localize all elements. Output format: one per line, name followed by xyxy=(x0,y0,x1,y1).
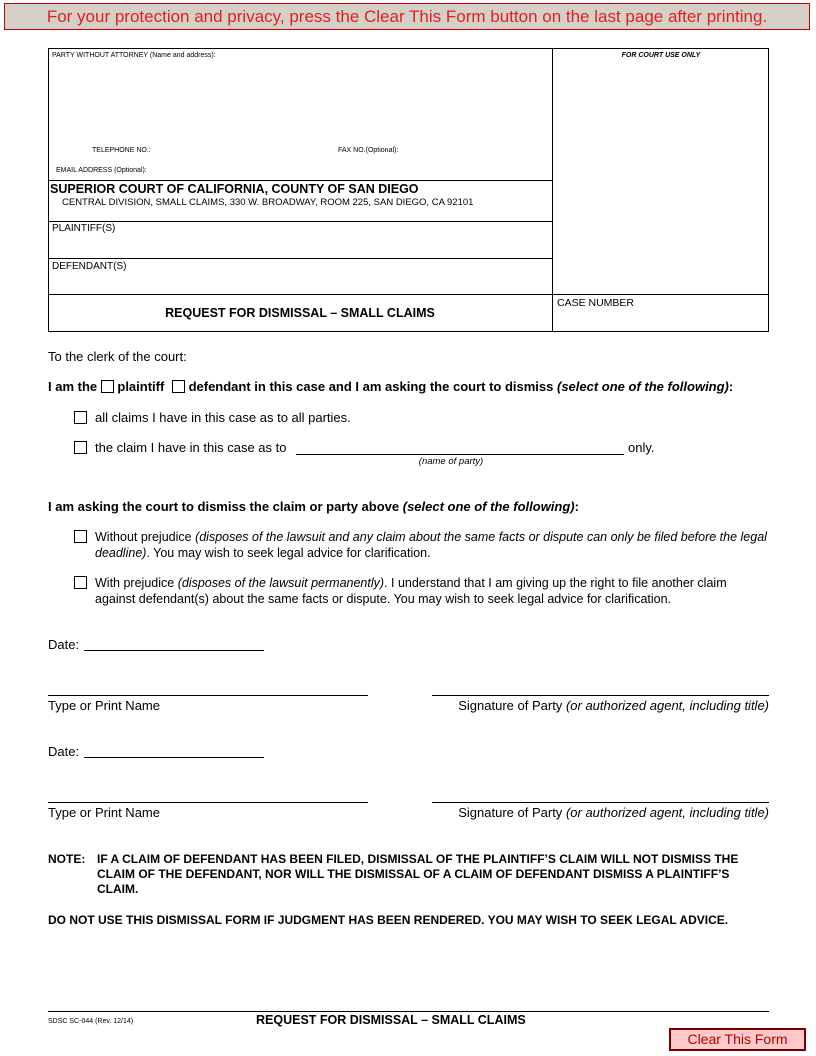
name-of-party-caption: (name of party) xyxy=(418,456,484,467)
print-name-label-1: Type or Print Name xyxy=(48,698,160,713)
defendant-label: DEFENDANT(S) xyxy=(52,261,127,272)
signature-party-2: Signature of Party xyxy=(458,805,563,820)
title-box-top xyxy=(48,294,769,295)
note-text: IF A CLAIM OF DEFENDANT HAS BEEN FILED, DISMISSAL OF THE PLAINTIFF’S CLAIM WILL NOT DISMISS THE CLAIM OF THE DEFENDANT, NOR WILL THE DISMISSAL OF A CLAIM OF DEFENDANT DISMISS A PLAINTIFF’S CLAIM. xyxy=(97,852,739,896)
without-prejudice-desc: (disposes of the lawsuit and any claim about the same facts or dispute can only be filed before the legal deadline) xyxy=(95,530,767,560)
form-title: REQUEST FOR DISMISSAL – SMALL CLAIMS xyxy=(165,306,435,320)
with-prejudice-text xyxy=(95,575,767,607)
footer-title: REQUEST FOR DISMISSAL – SMALL CLAIMS xyxy=(256,1013,526,1027)
signature-agent-2: (or authorized agent, including title) xyxy=(565,805,769,820)
date-label-1: Date: xyxy=(48,637,80,652)
without-prejudice-note: . You may wish to seek legal advice for clarification. xyxy=(146,546,431,560)
defendant-checkbox[interactable] xyxy=(172,380,185,393)
signature-field-2[interactable] xyxy=(432,802,769,803)
select-one-hint: (select one of the following) xyxy=(557,379,729,394)
with-prejudice-note: . I understand that I am giving up the right to file another claim against defendant(s) about the same facts or dispute. You may wish to seek legal advice for clarification. xyxy=(95,576,727,606)
telephone-label: TELEPHONE NO.: xyxy=(92,147,151,154)
dismiss-heading xyxy=(48,499,579,514)
party-role-line xyxy=(48,379,733,394)
plaintiff-option: plaintiff xyxy=(117,379,165,394)
signature-party-1: Signature of Party xyxy=(458,698,563,713)
court-use-label: FOR COURT USE ONLY xyxy=(621,52,701,59)
to-clerk-text: To the clerk of the court: xyxy=(48,349,187,364)
party-without-attorney-label: PARTY WITHOUT ATTORNEY (Name and address): xyxy=(52,52,216,59)
caption-divider-vertical xyxy=(552,48,553,332)
name-of-party-field[interactable] xyxy=(296,454,624,455)
without-prejudice-label: Without prejudice xyxy=(95,530,192,544)
without-prejudice-checkbox[interactable] xyxy=(74,530,87,543)
case-number-label: CASE NUMBER xyxy=(557,297,635,309)
signature-label-2 xyxy=(432,805,769,820)
do-not-use-text: DO NOT USE THIS DISMISSAL FORM IF JUDGMENT HAS BEEN RENDERED. YOU MAY WISH TO SEEK LEGAL ADVICE. xyxy=(48,913,729,927)
plaintiff-box-top xyxy=(48,221,552,222)
date-label-2: Date: xyxy=(48,744,80,759)
dismiss-colon: : xyxy=(574,499,579,514)
print-name-field-2[interactable] xyxy=(48,802,368,803)
claim-party-checkbox[interactable] xyxy=(74,441,87,454)
signature-label-1 xyxy=(432,698,769,713)
court-address: CENTRAL DIVISION, SMALL CLAIMS, 330 W. BROADWAY, ROOM 225, SAN DIEGO, CA 92101 xyxy=(62,197,474,208)
colon: : xyxy=(728,379,734,394)
defendant-box-top xyxy=(48,258,552,259)
dismiss-select-hint: (select one of the following) xyxy=(402,499,575,514)
all-claims-checkbox[interactable] xyxy=(74,411,87,424)
date-field-2[interactable] xyxy=(84,757,264,758)
with-prejudice-desc: (disposes of the lawsuit permanently) xyxy=(177,576,385,590)
date-field-1[interactable] xyxy=(84,650,264,651)
defendant-option: defendant in this case and I am asking the court to dismiss xyxy=(188,379,554,394)
iam-the-text: I am the xyxy=(48,379,98,394)
footer-rule xyxy=(48,1011,769,1012)
court-box-top xyxy=(48,180,552,181)
note-label: NOTE: xyxy=(48,852,86,866)
email-label: EMAIL ADDRESS (Optional): xyxy=(56,167,147,174)
plaintiff-label: PLAINTIFF(S) xyxy=(52,223,116,234)
only-text: only. xyxy=(628,440,655,455)
with-prejudice-checkbox[interactable] xyxy=(74,576,87,589)
privacy-banner: For your protection and privacy, press the Clear This Form button on the last page after printing. xyxy=(4,3,810,30)
signature-agent-1: (or authorized agent, including title) xyxy=(565,698,769,713)
all-claims-text: all claims I have in this case as to all parties. xyxy=(95,410,351,425)
claim-party-text: the claim I have in this case as to xyxy=(95,440,287,455)
with-prejudice-label: With prejudice xyxy=(95,576,175,590)
print-name-field-1[interactable] xyxy=(48,695,368,696)
clear-form-button[interactable]: Clear This Form xyxy=(669,1028,806,1051)
fax-label: FAX NO.(Optional): xyxy=(338,147,399,154)
dismiss-heading-text: I am asking the court to dismiss the claim or party above xyxy=(48,499,400,514)
plaintiff-checkbox[interactable] xyxy=(101,380,114,393)
signature-field-1[interactable] xyxy=(432,695,769,696)
form-id: SDSC SC-044 (Rev. 12/14) xyxy=(48,1018,134,1025)
court-name: SUPERIOR COURT OF CALIFORNIA, COUNTY OF SAN DIEGO xyxy=(50,182,419,196)
print-name-label-2: Type or Print Name xyxy=(48,805,160,820)
without-prejudice-text xyxy=(95,529,767,561)
